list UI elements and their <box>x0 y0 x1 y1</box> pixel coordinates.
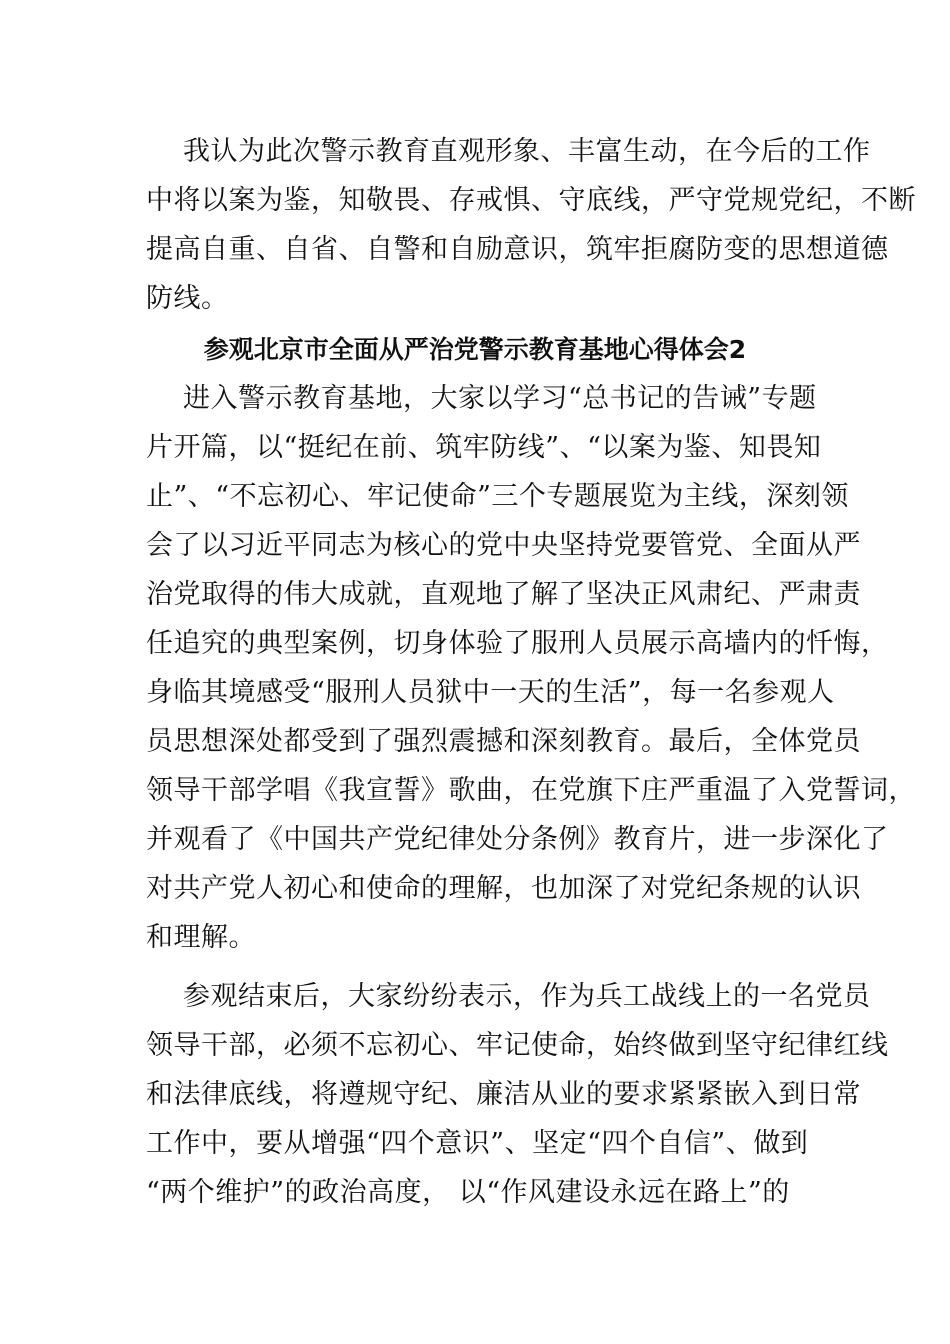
section-heading: 参观北京市全面从严治党警示教育基地心得体会2 <box>203 335 747 364</box>
paragraph-2-line-8: 员思想深处都受到了强烈震撼和深刻教育。最后，全体党员 <box>146 726 861 757</box>
paragraph-2-line-4: 会了以习近平同志为核心的党中央坚持党要管党、全面从严 <box>146 530 861 561</box>
paragraph-2-line-10: 并观看了《中国共产党纪律处分条例》教育片，进一步深化了 <box>146 824 889 855</box>
paragraph-1-line-4: 防线。 <box>146 283 229 314</box>
paragraph-3-line-5: “两个维护”的政治高度， 以“作风建设永远在路上”的 <box>146 1177 790 1208</box>
paragraph-2-line-3: 止”、“不忘初心、牢记使命”三个专题展览为主线，深刻领 <box>146 481 849 512</box>
paragraph-2-line-1: 进入警示教育基地，大家以学习“总书记的告诫”专题 <box>183 383 817 414</box>
paragraph-2-line-12: 和理解。 <box>146 922 256 953</box>
paragraph-1-line-1: 我认为此次警示教育直观形象、丰富生动，在今后的工作 <box>183 136 871 167</box>
paragraph-2-line-7: 身临其境感受“服刑人员狱中一天的生活”，每一名参观人 <box>146 677 835 708</box>
paragraph-3-line-2: 领导干部，必须不忘初心、牢记使命，始终做到坚守纪律红线 <box>146 1030 889 1061</box>
paragraph-2-line-9: 领导干部学唱《我宣誓》歌曲，在党旗下庄严重温了入党誓词， <box>146 775 916 806</box>
paragraph-3-line-1: 参观结束后，大家纷纷表示，作为兵工战线上的一名党员 <box>183 981 871 1012</box>
paragraph-2-line-6: 任追究的典型案例，切身体验了服刑人员展示高墙内的忏悔， <box>146 628 889 659</box>
paragraph-2-line-2: 片开篇，以“挺纪在前、筑牢防线”、“以案为鉴、知畏知 <box>146 432 822 463</box>
paragraph-1-line-2: 中将以案为鉴，知敬畏、存戒惧、守底线，严守党规党纪，不断 <box>146 185 916 216</box>
paragraph-3-line-3: 和法律底线，将遵规守纪、廉洁从业的要求紧紧嵌入到日常 <box>146 1079 861 1110</box>
paragraph-3-line-4: 工作中，要从增强“四个意识”、坚定“四个自信”、做到 <box>146 1128 809 1159</box>
paragraph-2-line-11: 对共产党人初心和使命的理解，也加深了对党纪条规的认识 <box>146 873 861 904</box>
paragraph-2-line-5: 治党取得的伟大成就，直观地了解了坚决正风肃纪、严肃责 <box>146 579 861 610</box>
paragraph-1-line-3: 提高自重、自省、自警和自励意识，筑牢拒腐防变的思想道德 <box>146 234 889 265</box>
